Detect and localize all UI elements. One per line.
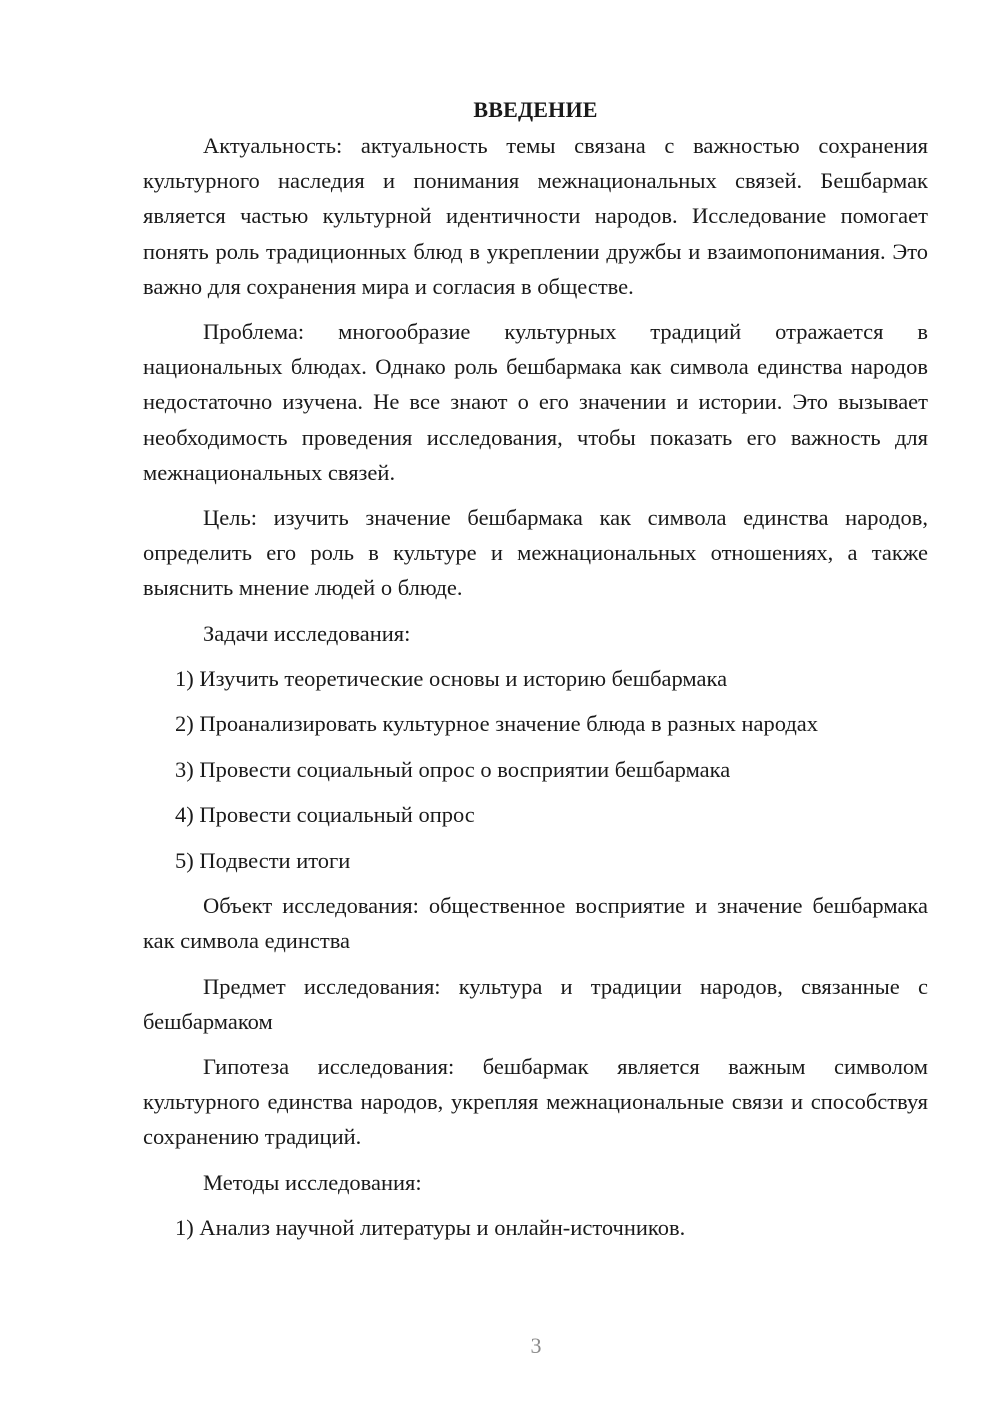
tasks-label: Задачи исследования: (203, 620, 411, 646)
paragraph-goal: Цель: изучить значение бешбармака как символа единства народов, определить его роль в культуре и межнациональных отношениях, а также выяснить мнение людей о блюде. (143, 505, 928, 601)
method-item: 1) Анализ научной литературы и онлайн-источников. (175, 1214, 686, 1240)
paragraph-relevance: Актуальность: актуальность темы связана с важностью сохранения культурного наследия и понимания межнациональных связей. Бешбармак является частью культурной идентичности народов. Исследование помогает понять роль традиционных блюд в укреплении дружбы и взаимопонимания. Это важно для сохранения мира и согласия в обществе. (143, 133, 928, 299)
paragraph-subject: Предмет исследования: культура и традиции народов, связанные с бешбармаком (143, 973, 928, 1034)
paragraph-hypothesis: Гипотеза исследования: бешбармак является важным символом культурного единства народов, укрепляя межнациональные связи и способствуя сохранению традиций. (143, 1053, 928, 1150)
paragraph-problem: Проблема: многообразие культурных традиций отражается в национальных блюдах. Однако роль бешбармака как символа единства народов недостаточно изучена. Не все знают о его значении и истории. Это вызывает необходимость проведения исследования, чтобы показать его важность для межнациональных связей. (143, 319, 928, 485)
task-item: 5) Подвести итоги (175, 847, 351, 873)
document-page (143, 92, 928, 1255)
methods-label: Методы исследования: (203, 1169, 422, 1195)
task-item: 3) Провести социальный опрос о восприятии бешбармака (175, 756, 731, 782)
page-number: 3 (530, 1333, 542, 1358)
paragraph-object: Объект исследования: общественное восприятие и значение бешбармака как символа единства (143, 893, 928, 954)
task-item: 4) Провести социальный опрос (175, 802, 475, 828)
task-item: 1) Изучить теоретические основы и историю бешбармака (175, 665, 728, 691)
page-title: ВВЕДЕНИЕ (473, 97, 598, 122)
task-item: 2) Проанализировать культурное значение блюда в разных народах (175, 711, 819, 737)
